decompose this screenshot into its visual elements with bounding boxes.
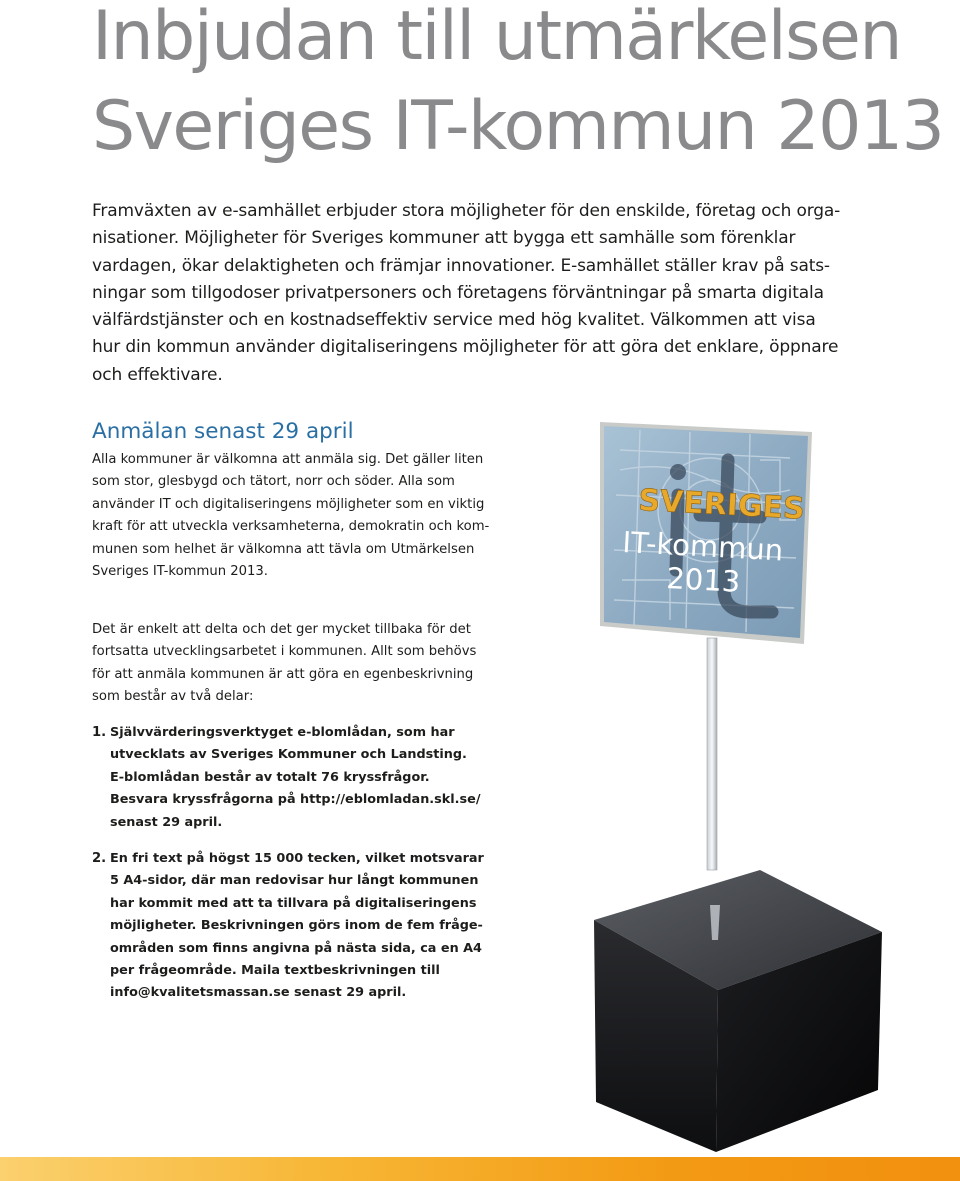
trophy-rod [707,638,717,870]
paragraph-line: kraft för att utveckla verksamheterna, demokratin och kom- [92,519,490,535]
participation-paragraph [92,619,477,709]
step-line: Besvara kryssfrågorna på http://eblomladan.skl.se/ [110,792,481,808]
paragraph-line: använder IT och digitaliseringens möjligheter som en viktig [92,496,485,512]
trophy-text-sveriges: SVERIGES [637,483,806,527]
paragraph-line: som stor, glesbygd och tätort, norr och söder. Alla som [92,474,455,490]
paragraph-line: Sveriges IT-kommun 2013. [92,564,269,580]
page-title [92,0,952,172]
step-line: per frågeområde. Maila textbeskrivningen till [110,963,440,979]
paragraph-line: som består av två delar: [92,689,254,705]
step-line: 5 A4-sidor, där man redovisar hur långt kommunen [110,873,479,889]
trophy-text-itkommun: IT-kommun [621,525,785,568]
title-line-1: Inbjudan till utmärkelsen [92,0,901,76]
plaque [600,422,812,644]
intro-line: nisationer. Möjligheter för Sveriges kommuner att bygga ett samhälle som förenklar [92,228,796,249]
step-line: E-blomlådan består av totalt 76 kryssfrågor. [110,769,430,785]
paragraph-line: för att anmäla kommunen är att göra en egenbeskrivning [92,666,474,682]
title-line-2: Sveriges IT-kommun 2013 [92,87,944,166]
intro-line: och effektivare. [92,364,223,385]
deadline-heading: Anmälan senast 29 april [92,419,354,444]
step-line: info@kvalitetsmassan.se senast 29 april. [110,985,407,1001]
step-line: har kommit med att ta tillvara på digitaliseringens [110,895,477,911]
intro-line: ningar som tillgodoser privatpersoners och företagens förväntningar på smarta digitala [92,282,824,303]
paragraph-line: fortsatta utvecklingsarbetet i kommunen. Allt som behövs [92,644,477,660]
eligibility-paragraph [92,449,490,583]
paragraph-line: Alla kommuner är välkomna att anmäla sig. Det gäller liten [92,452,484,467]
step-number: 1. [92,725,107,740]
step-line: Självvärderingsverktyget e-blomlådan, som har [110,725,455,740]
footer-color-bar [0,1157,960,1181]
paragraph-line: Det är enkelt att delta och det ger mycket tillbaka för det [92,622,471,637]
step-text [110,848,484,1005]
step-text [110,722,481,834]
trophy-text-year: 2013 [665,561,742,599]
intro-line: hur din kommun använder digitaliseringens möjligheter för att göra det enklare, öppnare [92,337,839,358]
intro-line: Framväxten av e-samhället erbjuder stora möjligheter för den enskilde, företag och orga- [92,201,841,221]
paragraph-line: munen som helhet är välkomna att tävla om Utmärkelsen [92,541,475,557]
trophy-base [594,870,882,1152]
intro-line: vardagen, ökar delaktigheten och främjar innovationer. E-samhället ställer krav på sats- [92,255,830,276]
step-line: områden som finns angivna på nästa sida, ca en A4 [110,940,482,956]
step-line: senast 29 april. [110,814,223,830]
step-line: utvecklats av Sveriges Kommuner och Landsting. [110,747,467,763]
intro-line: välfärdstjänster och en kostnadseffektiv service med hög kvalitet. Välkommen att visa [92,310,816,331]
step-number: 2. [92,851,107,866]
intro-paragraph [92,198,852,389]
award-trophy-image [560,400,920,1160]
step-line: En fri text på högst 15 000 tecken, vilket motsvarar [110,851,484,866]
step-line: möjligheter. Beskrivningen görs inom de fem fråge- [110,918,483,934]
